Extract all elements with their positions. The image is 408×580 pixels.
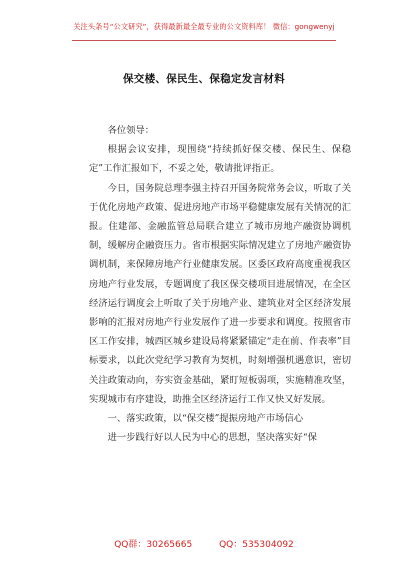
document-title: 保交楼、保民生、保稳定发言材料 — [123, 73, 285, 85]
header-banner: 关注头条号“公文研究”，获得最新最全最专业的公文资料库！ 微信：gongwenyj — [73, 22, 335, 31]
footer-contact — [0, 537, 408, 550]
header-divider — [72, 40, 336, 41]
footer-qq-group: QQ群：30265665 — [114, 540, 193, 550]
paragraph-intro: 根据会议安排，现围绕“持续抓好保交楼、保民生、保稳定”工作汇报如下，不妥之处，敬请批评指正。 — [89, 144, 351, 175]
salutation: 各位领导： — [107, 125, 155, 136]
section-heading: 一、落实政策，以“保交楼”提振房地产市场信心 — [107, 413, 304, 425]
footer-qq: QQ：535304092 — [219, 540, 294, 550]
section-paragraph: 进一步践行好以人民为中心的思想，坚决落实好“保 — [107, 432, 317, 444]
document-body — [89, 121, 351, 447]
paragraph-main: 今日，国务院总理李强主持召开国务院常务会议，听取了关于优化房地产政策、促进房地产市场平稳健康发展有关情况的汇报。住建部、金融监管总局联合建立了城市房地产融资协调机制，缓解房企融资压力。省市根据实际情况建立了房地产融资协调机制，来保障房地产行业健康发展。区委区政府高度重视我区房地产行业发展，专题调度了我区保交楼项目进展情况，在全区经济运行调度会上听取了关于房地产业、建筑业对全区经济发展影响的汇报对房地产行业发展作了进一步要求和调度。按照省市区工作安排，城西区城乡建设局将紧紧锚定“走在前、作表率”目标要求，以此次党纪学习教育为契机，时刻增强机遇意识，密切关注政策动向，夯实资金基础，紧盯短板弱项，实施精准攻坚，实现城市有序建设，助推全区经济运行工作又快又好发展。 — [89, 182, 351, 405]
